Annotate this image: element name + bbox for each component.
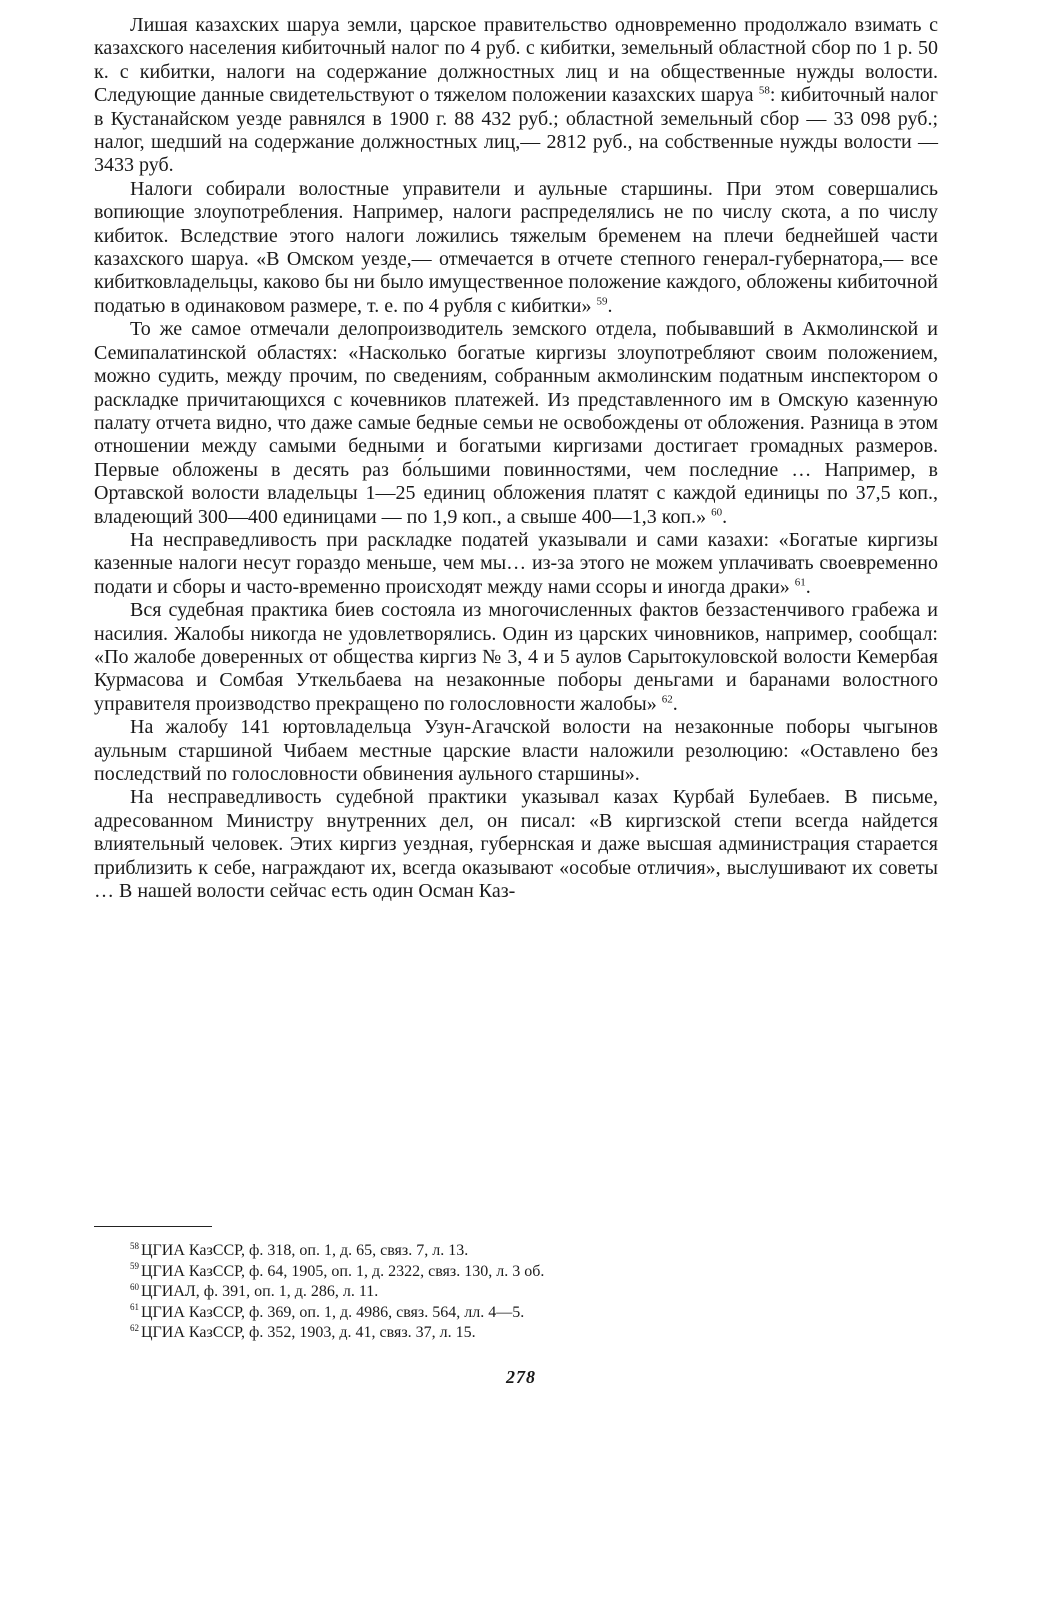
paragraph-7	[94, 786, 938, 903]
paragraph-1	[94, 14, 938, 178]
paragraph-tail: .	[672, 692, 678, 715]
paragraph-2	[94, 178, 938, 318]
page-number: 278	[506, 1367, 536, 1387]
footnote-separator	[94, 1226, 212, 1227]
footnote-number: 58	[130, 1240, 139, 1251]
paragraph-tail: .	[722, 505, 728, 528]
footnote-number: 59	[130, 1261, 139, 1272]
footnote-ref: 58	[758, 84, 770, 97]
footnote-text: ЦГИА КазССР, ф. 64, 1905, оп. 1, д. 2322, связ. 130, л. 3 об.	[141, 1262, 545, 1280]
footnotes	[130, 1241, 910, 1344]
footnote-number: 62	[130, 1322, 139, 1333]
paragraph-3	[94, 318, 938, 529]
footnote	[130, 1323, 910, 1344]
paragraph-text: На несправедливость судебной практики указывал казах Курбай Булебаев. В письме, адресованном Министру внутренних дел, он писал: «В киргизской степи всегда найдется влиятельный человек. Этих киргиз уездная, губернская и даже высшая администрация старается приблизить к себе, награждают их, всегда оказывают «особые отличия», выслушивают их советы … В нашей волости сейчас есть один Осман Каз-	[94, 786, 938, 903]
footnote	[130, 1262, 910, 1283]
footnote-text: ЦГИА КазССР, ф. 352, 1903, д. 41, связ. 37, л. 15.	[141, 1324, 476, 1341]
paragraph-4	[94, 529, 938, 599]
paragraph-text: На жалобу 141 юртовладельца Узун-Агачской волости на незаконные поборы чыгынов аульным старшиной Чибаем местные царские власти наложили резолюцию: «Оставлено без последствий по голословности обвинения аульного старшины».	[94, 716, 938, 785]
footnote-ref: 61	[794, 576, 806, 589]
paragraph-6	[94, 716, 938, 786]
paragraph-text: Налоги собирали волостные управители и аульные старшины. При этом совершались вопиющие злоупотребления. Например, налоги распределялись не по числу скота, а по числу кибиток. Вследствие этого налоги ложились тяжелым бременем на плечи беднейшей части казахского шаруа. «В Омском уезде,— отмечается в отчете степного генерал-губернатора,— все кибитковладельцы, каково бы ни было имущественное положение каждого, обложены кибиточной податью в одинаковом размере, т. е. по 4 рубля с кибитки»	[94, 177, 938, 317]
footnote-ref: 62	[661, 693, 673, 706]
footnote-text: ЦГИА КазССР, ф. 318, оп. 1, д. 65, связ. 7, л. 13.	[141, 1242, 469, 1259]
paragraph-text: На несправедливость при раскладке податей указывали и сами казахи: «Богатые киргизы казенные налоги несут гораздо меньше, чем мы… из-за этого не можем уплачивать своевременно подати и сборы и часто-временно происходят между нами ссоры и иногда драки»	[94, 528, 938, 598]
footnote-number: 60	[130, 1281, 139, 1292]
footnote-text: ЦГИАЛ, ф. 391, оп. 1, д. 286, л. 11.	[141, 1283, 379, 1300]
paragraph-text: Лишая казахских шаруа земли, царское правительство одновременно продолжало взимать с казахского населения кибиточный налог по 4 руб. с кибитки, земельный областной сбор по 1 р. 50 к. с кибитки, налоги на содержание должностных лиц и на общественные нужды волости. Следующие данные свидетельствуют о тяжелом положении казахских шаруа	[94, 14, 938, 107]
body-text	[94, 14, 938, 903]
paragraph-text: То же самое отмечали делопроизводитель земского отдела, побывавший в Акмолинской и Семипалатинской областях: «Насколько богатые киргизы злоупотребляют своим положением, можно судить, между прочим, по сведениям, собранным акмолинским податным инспектором о раскладке причитающихся с кочевников платежей. Из представленного им в Омскую казенную палату отчета видно, что даже самые бедные семьи не освобождены от обложения. Разница в этом отношении между самыми бедными и богатыми киргизами достигает громадных размеров. Первые обложены в десять раз бо́льшими повинностями, чем последние … Например, в Ортавской волости владельцы 1—25 единиц обложения платят с каждой единицы по 37,5 коп., владеющий 300—400 единицами — по 1,9 коп., а свыше 400—1,3 коп.»	[94, 318, 938, 528]
footnote-ref: 59	[596, 295, 608, 308]
paragraph-text: Вся судебная практика биев состояла из многочисленных фактов беззастенчивого грабежа и насилия. Жалобы никогда не удовлетворялись. Один из царских чиновников, например, сообщал: «По жалобе доверенных от общества киргиз № 3, 4 и 5 аулов Сарытокуловской волости Кемербая Курмасова и Сомбая Уткельбаева на незаконные поборы деньгами и баранами волостного управителя производство прекращено по голословности жалобы»	[94, 599, 938, 715]
paragraph-5	[94, 599, 938, 716]
footnote	[130, 1241, 910, 1262]
paragraph-tail: : кибиточный налог в Кустанайском уезде равнялся в 1900 г. 88 432 руб.; областной земельный сбор — 33 098 руб.; налог, шедший на содержание должностных лиц,— 2812 руб., на собственные нужды волости — 3433 руб.	[94, 84, 939, 177]
footnote-number: 61	[130, 1302, 139, 1313]
footnote	[130, 1282, 910, 1303]
footnote-ref: 60	[711, 505, 723, 518]
paragraph-tail: .	[607, 294, 613, 317]
paragraph-tail: .	[805, 575, 811, 598]
footnote-text: ЦГИА КазССР, ф. 369, оп. 1, д. 4986, связ. 564, лл. 4—5.	[141, 1303, 525, 1321]
footnote	[130, 1303, 910, 1324]
